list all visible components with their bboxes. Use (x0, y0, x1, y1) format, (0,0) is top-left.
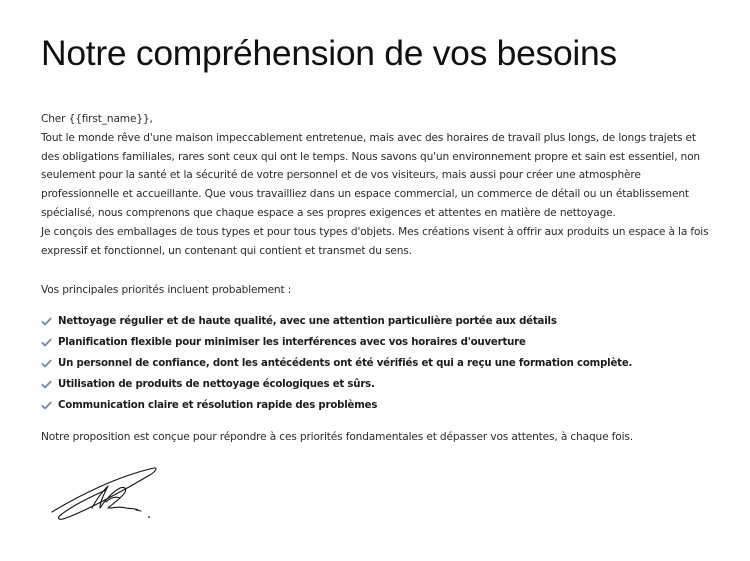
priority-item (41, 353, 632, 374)
signature-icon (48, 462, 160, 526)
check-icon (41, 379, 52, 390)
paragraph-needs: Tout le monde rêve d'une maison impeccablement entretenue, mais avec des horaires de travail plus longs, de longs trajets et des obligations familiales, rares sont ceux qui ont le temps. Nous savons qu'un environnement propre et sain est essentiel, non seulement pour la santé et la sécurité de votre personnel et de vos visiteurs, mais aussi pour créer une atmosphère professionnelle et accueillante. Que vous travailliez dans un espace commercial, un commerce de détail ou un établissement spécialisé, nous comprenons que chaque espace a ses propres exigences et attentes en matière de nettoyage. (41, 131, 700, 219)
letter-body (41, 110, 716, 260)
priorities-list (41, 311, 632, 416)
closing-statement: Notre proposition est conçue pour répondre à ces priorités fondamentales et dépasser vos attentes, à chaque fois. (41, 431, 633, 443)
paragraph-packaging: Je conçois des emballages de tous types et pour tous types d'objets. Mes créations visent à offrir aux produits un espace à la fois expressif et fonctionnel, un contenant qui contient et transmet du sens. (41, 225, 709, 257)
priority-item (41, 395, 632, 416)
priority-label: Un personnel de confiance, dont les antécédents ont été vérifiés et qui a reçu une formation complète. (58, 358, 633, 369)
check-icon (41, 316, 52, 327)
priority-label: Communication claire et résolution rapide des problèmes (58, 400, 378, 411)
priorities-intro: Vos principales priorités incluent probablement : (41, 284, 292, 296)
priority-item (41, 332, 632, 353)
check-icon (41, 358, 52, 369)
page-title: Notre compréhension de vos besoins (41, 33, 617, 73)
priority-label: Planification flexible pour minimiser les interférences avec vos horaires d'ouverture (58, 337, 526, 348)
priority-item (41, 311, 632, 332)
priority-label: Utilisation de produits de nettoyage écologiques et sûrs. (58, 379, 375, 390)
priority-label: Nettoyage régulier et de haute qualité, avec une attention particulière portée aux détails (58, 316, 557, 327)
greeting: Cher {{first_name}}, (41, 113, 153, 125)
priority-item (41, 374, 632, 395)
check-icon (41, 400, 52, 411)
check-icon (41, 337, 52, 348)
